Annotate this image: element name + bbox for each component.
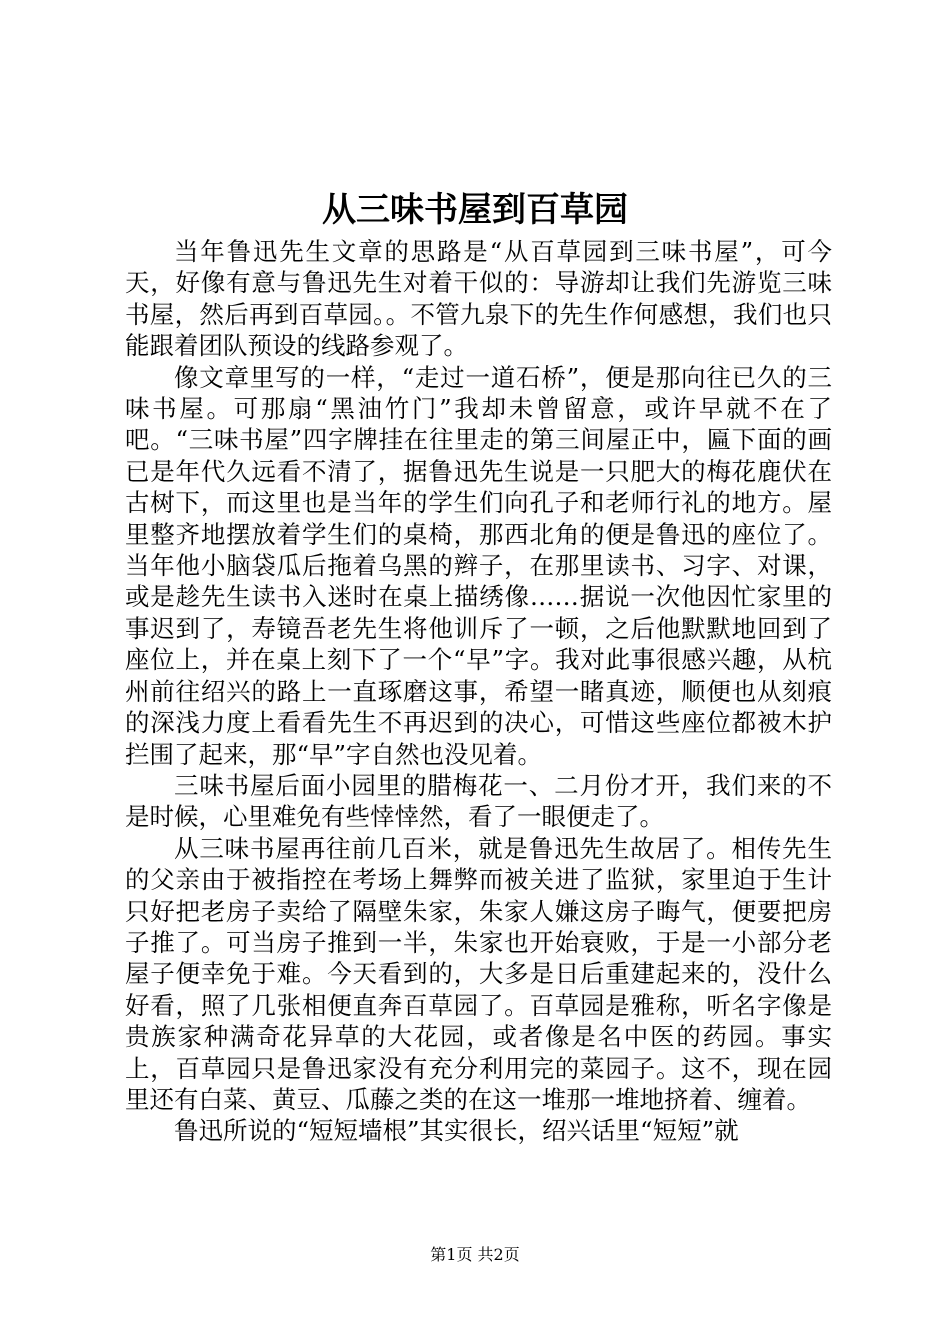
paragraph: 鲁迅所说的“短短墙根”其实很长，绍兴话里“短短”就 [174, 1116, 739, 1146]
paragraph: 三味书屋后面小园里的腊梅花一、二月份才开，我们来的不是时候，心里难免有些悻悻然，看了一眼便走了。 [125, 770, 832, 832]
paragraph: 像文章里写的一样，“走过一道石桥”，便是那向往已久的三味书屋。可那扇“黑油竹门”我却未曾留意，或许早就不在了吧。“三味书屋”四字牌挂在往里走的第三间屋正中，匾下面的画已是年代久远看不清了，据鲁迅先生说是一只肥大的梅花鹿伏在古树下，而这里也是当年的学生们向孔子和老师行礼的地方。屋里整齐地摆放着学生们的桌椅，那西北角的便是鲁迅的座位了。当年他小脑袋瓜后拖着乌黑的辫子，在那里读书、习字、对课，或是趁先生读书入迷时在桌上描绣像……据说一次他因忙家里的事迟到了，寿镜吾老先生将他训斥了一顿，之后他默默地回到了座位上，并在桌上刻下了一个“早”字。我对此事很感兴趣，从杭州前往绍兴的路上一直琢磨这事，希望一睹真迹，顺便也从刻痕的深浅力度上看看先生不再迟到的决心，可惜这些座位都被木护拦围了起来，那“早”字自然也没见着。 [125, 362, 832, 769]
paragraph: 当年鲁迅先生文章的思路是“从百草园到三味书屋”，可今天，好像有意与鲁迅先生对着干似的：导游却让我们先游览三味书屋，然后再到百草园。。不管九泉下的先生作何感想，我们也只能跟着团队预设的线路参观了。 [125, 237, 832, 361]
page-number-footer: 第1页 共2页 [430, 1245, 520, 1264]
document-title: 从三味书屋到百草园 [322, 190, 628, 230]
paragraph: 从三味书屋再往前几百米，就是鲁迅先生故居了。相传先生的父亲由于被指控在考场上舞弊而被关进了监狱，家里迫于生计只好把老房子卖给了隔壁朱家，朱家人嫌这房子晦气，便要把房子推了。可当房子推到一半，朱家也开始衰败，于是一小部分老屋子便幸免于难。今天看到的，大多是日后重建起来的，没什么好看，照了几张相便直奔百草园了。百草园是雅称，听名字像是贵族家种满奇花异草的大花园，或者像是名中医的药园。事实上，百草园只是鲁迅家没有充分利用完的菜园子。这不，现在园里还有白菜、黄豆、瓜藤之类的在这一堆那一堆地挤着、缠着。 [125, 833, 832, 1114]
document-body [125, 236, 832, 1147]
